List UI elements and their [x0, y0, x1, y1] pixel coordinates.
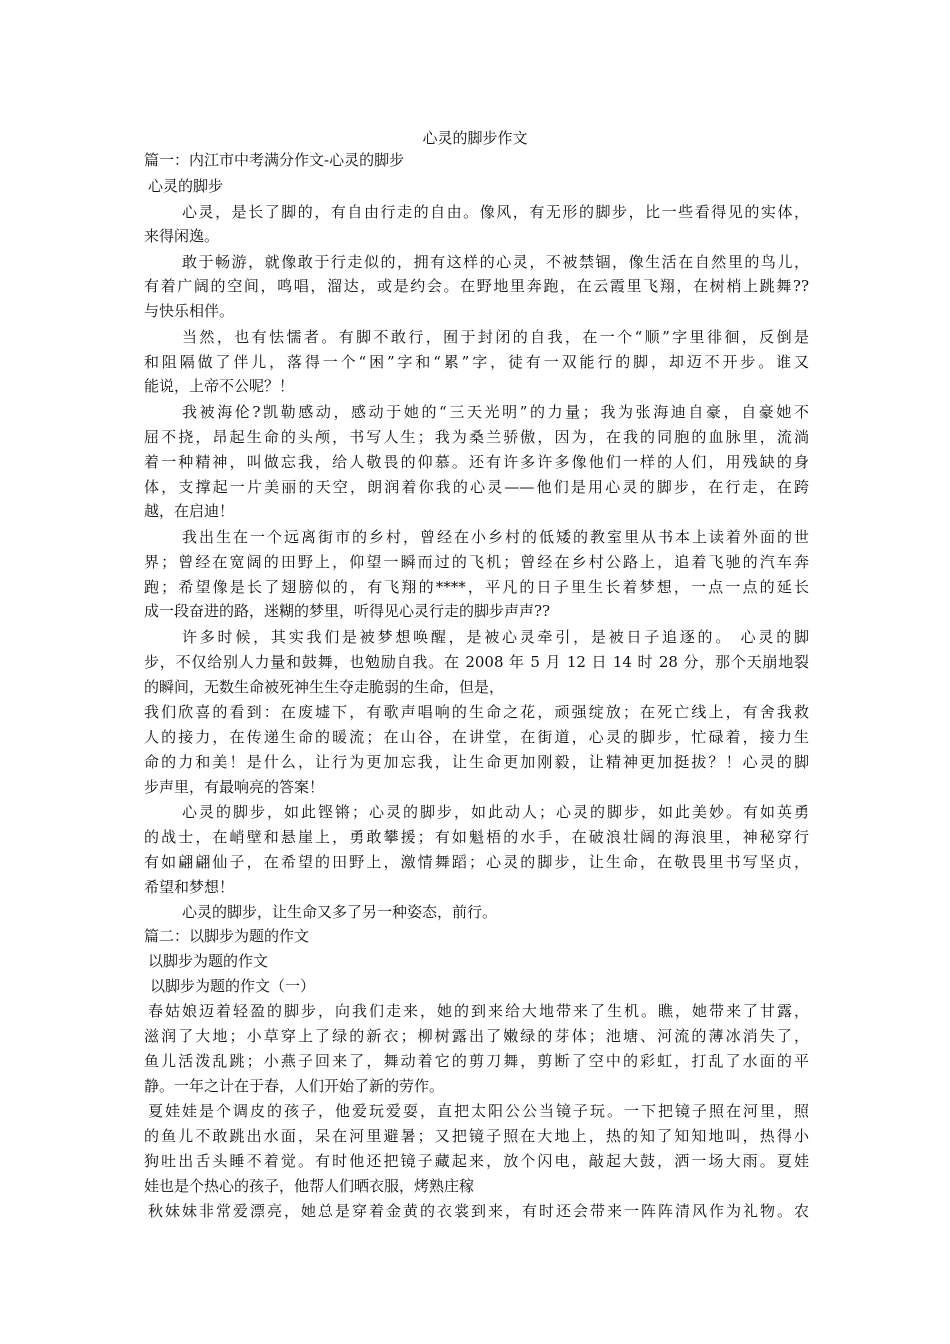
paragraph-line: 界；曾经在宽阔的田野上，仰望一瞬而过的飞机；曾经在乡村公路上，追着飞驰的汽车奔: [144, 553, 809, 571]
paragraph-line: 命的力和美！是什么，让行为更加忘我，让生命更加刚毅，让精神更加挺拔？！心灵的脚: [144, 753, 809, 771]
essay-title: 心灵的脚步: [148, 177, 224, 195]
paragraph-line: 屈不挠，昂起生命的头颅，书写人生；我为桑兰骄傲，因为，在我的同胞的血脉里，流淌: [144, 428, 809, 446]
paragraph-line: 心灵的脚步，如此铿锵；心灵的脚步，如此动人；心灵的脚步，如此美妙。有如英勇: [182, 803, 809, 821]
paragraph-line: 我出生在一个远离街市的乡村，曾经在小乡村的低矮的教室里从书本上读着外面的世: [182, 528, 809, 546]
paragraph-line: 体，支撑起一片美丽的天空，朗润着你我的心灵——他们是用心灵的脚步，在行走，在跨: [144, 478, 809, 496]
section-heading: 篇一：内江市中考满分作文-心灵的脚步: [144, 151, 405, 169]
paragraph-line: 静。一年之计在于春，人们开始了新的劳作。: [144, 1077, 445, 1095]
paragraph-line: 滋润了大地；小草穿上了绿的新衣；柳树露出了嫩绿的芽体；池塘、河流的薄冰消失了，: [144, 1027, 809, 1045]
paragraph-line: 敢于畅游，就像敢于行走似的，拥有这样的心灵，不被禁锢，像生活在自然里的鸟儿，: [182, 253, 809, 271]
paragraph-line: 越，在启迪！: [144, 502, 235, 520]
paragraph-line: 秋妹妹非常爱漂亮，她总是穿着金黄的衣裳到来，有时还会带来一阵阵清风作为礼物。农: [148, 1202, 809, 1220]
paragraph-line: 来得闲逸。: [144, 227, 220, 245]
paragraph-line: 有着广阔的空间，鸣唱，溜达，或是约会。在野地里奔跑，在云霞里飞翔，在树梢上跳舞??: [144, 277, 809, 295]
paragraph-line: 的瞬间，无数生命被死神生生夺走脆弱的生命，但是，: [144, 678, 505, 696]
paragraph-line: 着一种精神，叫做忘我，给人敬畏的仰慕。还有许多许多像他们一样的人们，用残缺的身: [144, 453, 809, 471]
paragraph-line: 我们欣喜的看到：在废墟下，有歌声唱响的生命之花，顽强绽放；在死亡线上，有舍我救: [144, 703, 809, 721]
essay-title: 以脚步为题的作文: [148, 952, 269, 970]
paragraph-line: 步，不仅给别人力量和鼓舞，也勉励自我。在 2008 年 5 月 12 日 14 时 28 分，那个天崩地裂: [144, 653, 809, 671]
paragraph-line: 心灵的脚步，让生命又多了另一种姿态，前行。: [182, 903, 498, 921]
document-title: 心灵的脚步作文: [422, 129, 528, 147]
paragraph-line: 狗吐出舌头睡不着觉。有时他还把镜子藏起来，放个闪电，敲起大鼓，洒一场大雨。夏娃: [144, 1152, 809, 1170]
paragraph-line: 春姑娘迈着轻盈的脚步，向我们走来，她的到来给大地带来了生机。瞧，她带来了甘露，: [148, 1002, 809, 1020]
paragraph-line: 跑；希望像是长了翅膀似的，有飞翔的****，平凡的日子里生长着梦想，一点一点的延长: [144, 578, 809, 596]
paragraph-line: 娃也是个热心的孩子，他帮人们晒衣服，烤熟庄稼: [144, 1177, 475, 1195]
paragraph-line: 能说，上帝不公呢？！: [144, 377, 295, 395]
paragraph-line: 许多时候，其实我们是被梦想唤醒，是被心灵牵引，是被日子追逐的。 心灵的脚: [182, 628, 809, 646]
essay-subtitle: 以脚步为题的作文（一）: [150, 977, 316, 995]
paragraph-line: 和阻隔做了伴儿，落得一个“困”字和“累”字，徒有一双能行的脚，却迈不开步。谁又: [144, 353, 809, 371]
paragraph-line: 人的接力，在传递生命的暖流；在山谷，在讲堂，在街道，心灵的脚步，忙碌着，接力生: [144, 728, 809, 746]
paragraph-line: 希望和梦想！: [144, 878, 235, 896]
paragraph-line: 夏娃娃是个调皮的孩子，他爱玩爱耍，直把太阳公公当镜子玩。一下把镜子照在河里，照: [148, 1102, 809, 1120]
paragraph-line: 的鱼儿不敢跳出水面，呆在河里避暑；又把镜子照在大地上，热的知了知知地叫，热得小: [144, 1127, 809, 1145]
paragraph-line: 有如翩翩仙子，在希望的田野上，激情舞蹈；心灵的脚步，让生命，在敬畏里书写坚贞，: [144, 853, 809, 871]
paragraph-line: 当然，也有怯懦者。有脚不敢行，囿于封闭的自我，在一个“顺”字里徘徊，反倒是: [182, 328, 809, 346]
section-heading: 篇二：以脚步为题的作文: [144, 927, 310, 945]
paragraph-line: 与快乐相伴。: [144, 302, 235, 320]
paragraph-line: 成一段奋进的路，迷糊的梦里，听得见心灵行走的脚步声声??: [144, 602, 551, 620]
paragraph-line: 心灵，是长了脚的，有自由行走的自由。像风，有无形的脚步，比一些看得见的实体，: [182, 203, 809, 221]
paragraph-line: 步声里，有最响亮的答案！: [144, 778, 325, 796]
paragraph-line: 鱼儿活泼乱跳；小燕子回来了，舞动着它的剪刀舞，剪断了空中的彩虹，打乱了水面的平: [144, 1052, 809, 1070]
paragraph-line: 的战士，在峭壁和悬崖上，勇敢攀援；有如魁梧的水手，在破浪壮阔的海浪里，神秘穿行: [144, 828, 809, 846]
paragraph-line: 我被海伦?凯勒感动，感动于她的“三天光明”的力量；我为张海迪自豪，自豪她不: [182, 403, 809, 421]
